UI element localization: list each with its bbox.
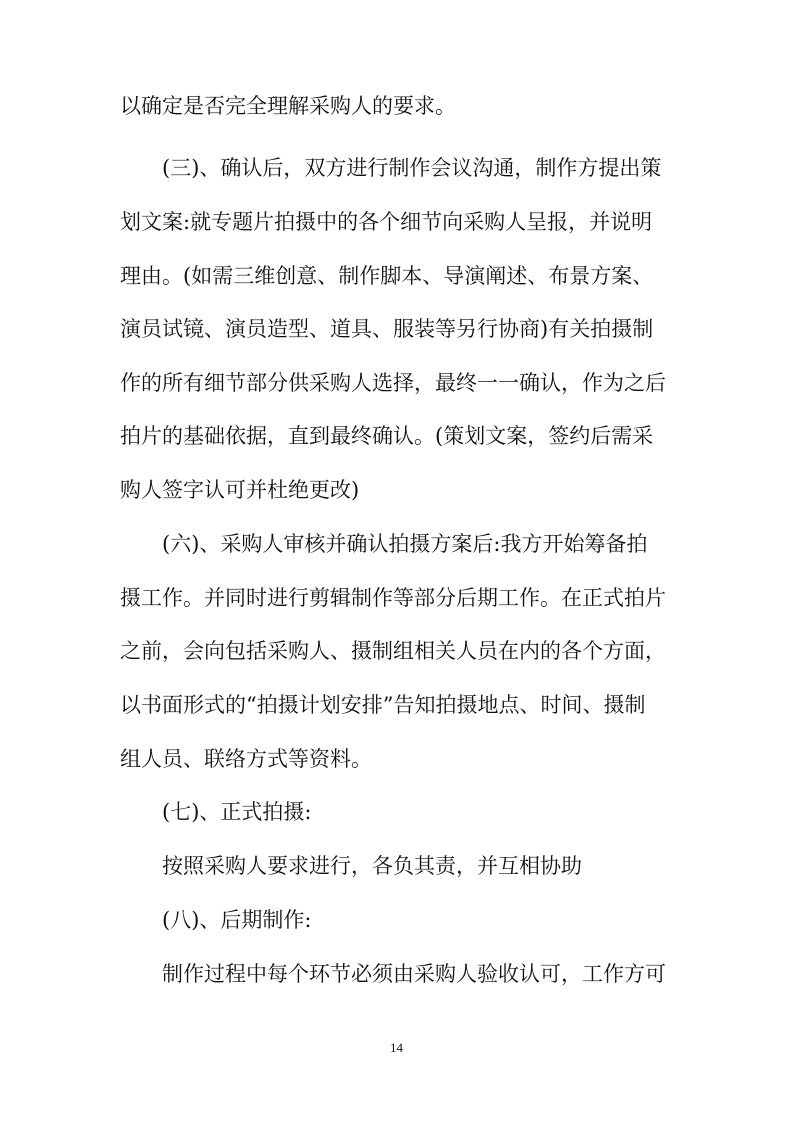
text-line-1: 以确定是否完全理解采购人的要求。 — [120, 94, 456, 118]
text-line-11: 之前，会向包括采购人、摄制组相关人员在内的各个方面， — [120, 639, 666, 663]
text-line-14: (七)、正式拍摄: — [162, 800, 312, 824]
page-number: 14 — [390, 1040, 403, 1055]
text-line-10: 摄工作。并同时进行剪辑制作等部分后期工作。在正式拍片 — [120, 586, 666, 610]
text-line-13: 组人员、联络方式等资料。 — [120, 747, 372, 771]
text-line-4: 理由。(如需三维创意、制作脚本、导演阐述、布景方案、 — [120, 264, 654, 288]
text-line-17: 制作过程中每个环节必须由采购人验收认可，工作方可 — [162, 962, 666, 986]
text-line-3: 划文案:就专题片拍摄中的各个细节向采购人呈报，并说明 — [120, 210, 653, 234]
text-line-7: 拍片的基础依据，直到最终确认。(策划文案，签约后需采 — [120, 424, 654, 448]
text-line-16: (八)、后期制作: — [162, 908, 312, 932]
text-line-8: 购人签字认可并杜绝更改) — [120, 478, 360, 502]
text-line-9: (六)、采购人审核并确认拍摄方案后:我方开始筹备拍 — [162, 532, 648, 556]
text-line-2: (三)、确认后，双方进行制作会议沟通，制作方提出策 — [162, 156, 662, 180]
text-line-15: 按照采购人要求进行，各负其责，并互相协助 — [162, 854, 582, 878]
text-line-6: 作的所有细节部分供采购人选择，最终一一确认，作为之后 — [120, 371, 666, 395]
text-line-5: 演员试镜、演员造型、道具、服装等另行协商)有关拍摄制 — [120, 317, 654, 341]
text-line-12: 以书面形式的“拍摄计划安排”告知拍摄地点、时间、摄制 — [120, 693, 646, 717]
